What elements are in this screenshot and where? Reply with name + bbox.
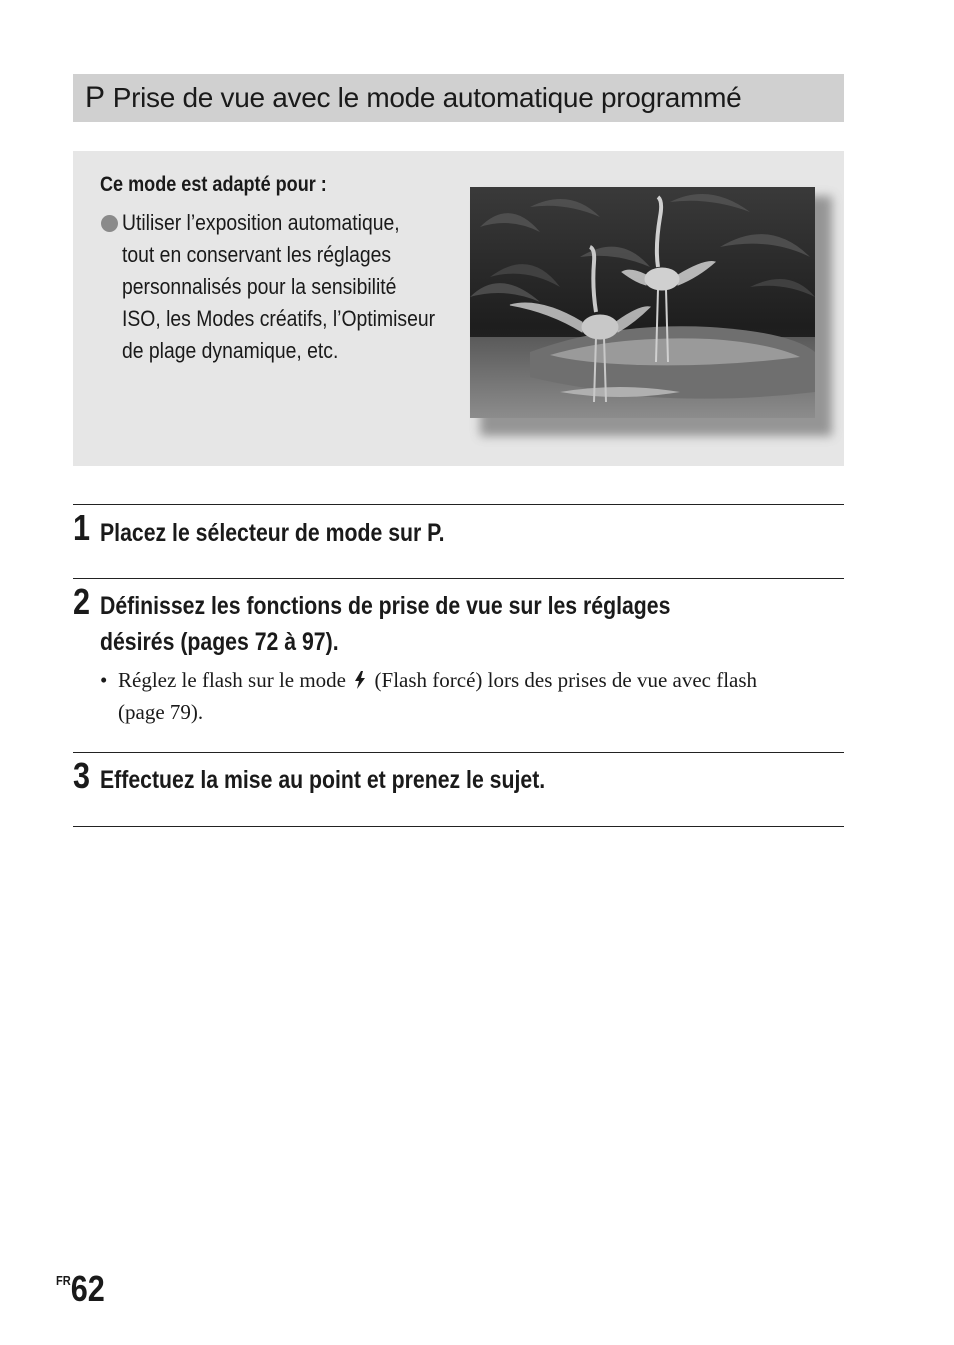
note-text: (page 79). (118, 700, 204, 724)
step-text (100, 515, 445, 551)
info-bullet-text (122, 207, 439, 367)
step-line: Définissez les fonctions de prise de vue sur les réglages (100, 592, 671, 620)
info-line: Utiliser l’exposition automatique, (122, 210, 400, 235)
info-line: personnalisés pour la sensibilité (122, 274, 397, 299)
step-line: désirés (pages 72 à 97). (100, 628, 339, 656)
step-divider (73, 578, 844, 579)
step-number: 1 (73, 507, 91, 548)
step-text (100, 762, 545, 798)
step-text (100, 588, 670, 660)
flamingo-photo (470, 187, 815, 418)
step-number: 2 (73, 581, 91, 622)
step-line: Effectuez la mise au point et prenez le sujet. (100, 766, 546, 794)
info-line: ISO, les Modes créatifs, l’Optimiseur (122, 306, 436, 331)
info-line: de plage dynamique, etc. (122, 338, 339, 363)
note-text: Réglez le flash sur le mode (118, 668, 347, 692)
flamingo-photo-illustration (470, 187, 815, 418)
section-title: Prise de vue avec le mode automatique programmé (112, 82, 742, 113)
flash-forced-icon (354, 671, 366, 689)
note-text: (Flash forcé) lors des prises de vue avec flash (374, 668, 758, 692)
info-heading: Ce mode est adapté pour : (100, 173, 327, 196)
step-number: 3 (73, 755, 91, 796)
step-note (100, 664, 860, 728)
info-box (73, 151, 844, 466)
step-line: Placez le sélecteur de mode sur P. (100, 519, 445, 547)
mode-letter: P (85, 81, 105, 114)
step-divider (73, 504, 844, 505)
step-divider (73, 752, 844, 753)
page-lang: FR (56, 1273, 71, 1288)
step-divider (73, 826, 844, 827)
bullet-dot-icon (101, 215, 118, 232)
section-title-bar (73, 74, 844, 122)
info-line: tout en conservant les réglages (122, 242, 392, 267)
page-num: 62 (70, 1268, 105, 1309)
page-number (56, 1268, 105, 1310)
note-bullet: • (100, 668, 108, 692)
